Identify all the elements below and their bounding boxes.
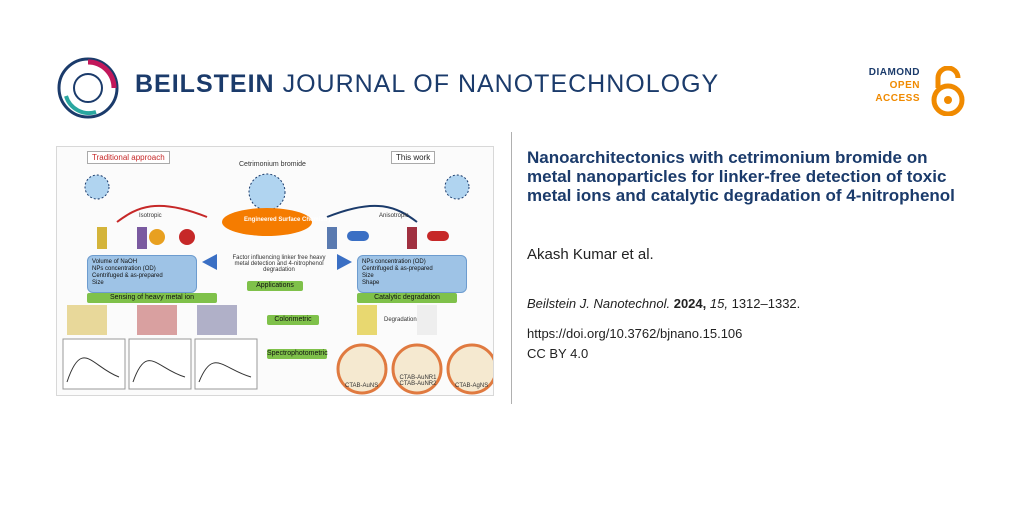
journal-header xyxy=(56,56,968,120)
figure-traditional-banner: Traditional approach xyxy=(87,151,170,164)
open-lock-icon xyxy=(928,66,968,116)
vertical-divider xyxy=(511,132,512,404)
left-factor-item: Centrifuged & as-prepared xyxy=(92,273,163,279)
figure-spectro: Spectrophotometric xyxy=(267,350,328,357)
figure-isotropic-label: Isotropic xyxy=(139,213,162,219)
figure-left-factors xyxy=(87,255,197,293)
graphical-abstract xyxy=(56,146,494,396)
left-factor-item: NPs concentration (OD) xyxy=(92,266,156,272)
figure-anisotropic-label: Anisotropic xyxy=(379,213,409,219)
article-license: CC BY 4.0 xyxy=(527,346,589,361)
figure-colorimetric: Colorimetric xyxy=(267,315,319,325)
figure-np1: CTAB-AuNS xyxy=(345,383,379,389)
citation-pages: 1312–1332. xyxy=(731,296,801,311)
article-doi-link[interactable]: https://doi.org/10.3762/bjnano.15.106 xyxy=(527,326,743,341)
right-factor-item: NPs concentration (OD) xyxy=(362,259,426,265)
article-title: Nanoarchitectonics with cetrimonium bromide on metal nanoparticles for linker-free detection of toxic metal ions and catalytic degradation of 4-nitrophenol xyxy=(527,148,955,205)
figure-thiswork-banner: This work xyxy=(391,151,435,164)
article-citation xyxy=(527,296,800,311)
article-authors: Akash Kumar et al. xyxy=(527,246,654,263)
figure-right-factors xyxy=(357,255,467,293)
open-access-badge xyxy=(838,66,968,126)
journal-name-bold: BEILSTEIN xyxy=(135,70,275,98)
figure-factors-text: Factor influencing linker free heavy metal detection and 4-nitrophenol degradation xyxy=(232,255,326,273)
oa-line-access: ACCESS xyxy=(875,93,920,104)
citation-journal: Beilstein J. Nanotechnol. xyxy=(527,296,671,311)
figure-degradation: Degradation xyxy=(384,317,417,323)
oa-line-open: OPEN xyxy=(889,80,920,91)
citation-volume: 15, xyxy=(709,296,728,311)
right-factor-item: Size xyxy=(362,273,374,279)
figure-np2: CTAB-AuNR1 CTAB-AuNR2 xyxy=(399,375,437,387)
figure-catalytic: Catalytic degradation xyxy=(357,293,457,303)
right-factor-item: Shape xyxy=(362,280,380,286)
left-factor-item: Size xyxy=(92,280,104,286)
oa-line-diamond: DIAMOND xyxy=(868,67,920,78)
left-factor-item: Volume of NaOH xyxy=(92,259,138,265)
figure-engineered-label: Engineered Surface Chemistry xyxy=(244,217,332,223)
journal-name-light: JOURNAL OF NANOTECHNOLOGY xyxy=(282,70,720,98)
figure-sensing: Sensing of heavy metal ion xyxy=(87,293,217,303)
figure-ctab-label: Cetrimonium bromide xyxy=(239,161,306,168)
citation-year: 2024, xyxy=(673,296,707,311)
journal-logo-icon xyxy=(56,56,120,120)
figure-applications: Applications xyxy=(247,281,303,291)
right-factor-item: Centrifuged & as-prepared xyxy=(362,266,433,272)
journal-name xyxy=(135,70,719,99)
figure-np3: CTAB-AgNS xyxy=(455,383,489,389)
